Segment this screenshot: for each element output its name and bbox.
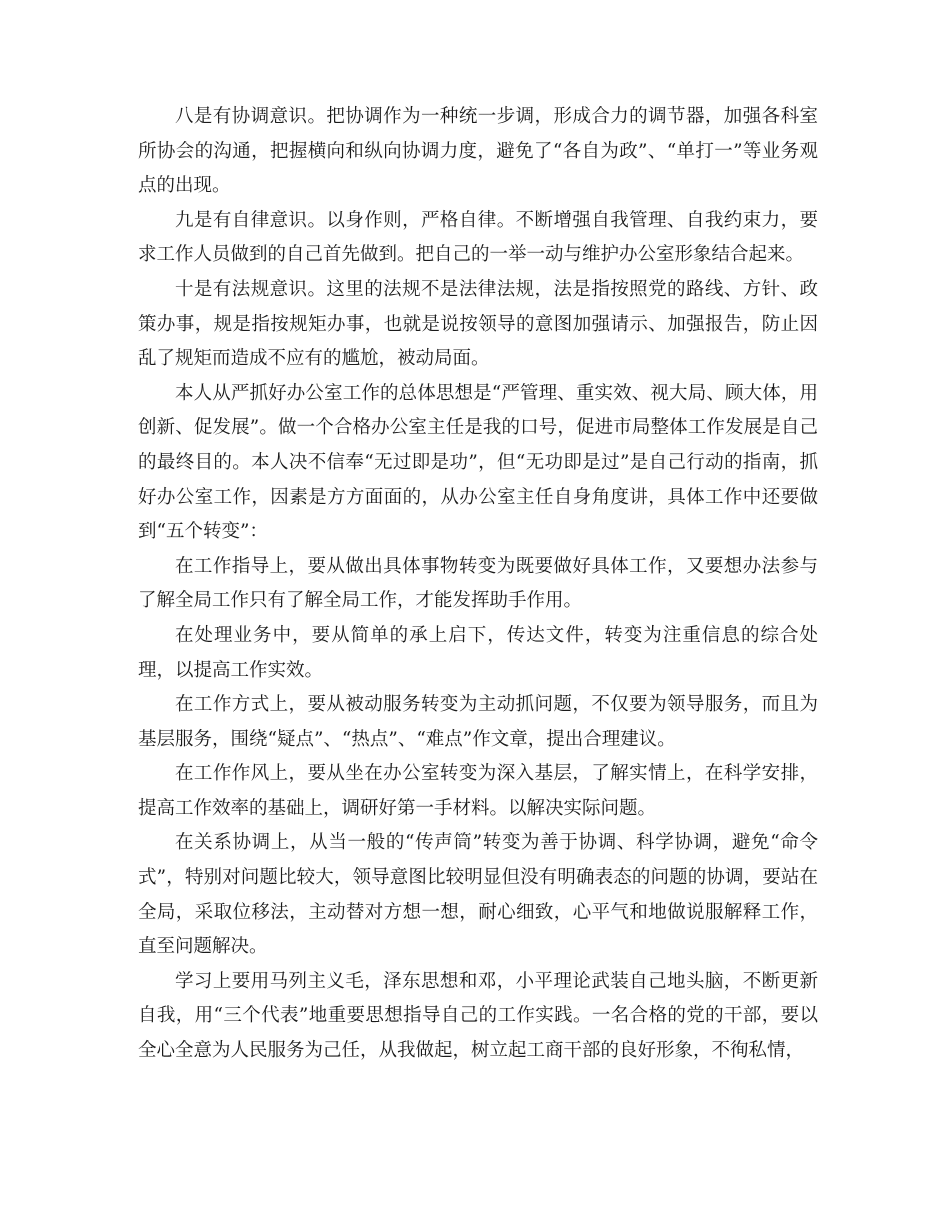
paragraph-business-handling: 在处理业务中，要从简单的承上启下，传达文件，转变为注重信息的综合处理，以提高工作实效。	[138, 624, 818, 681]
paragraph-self-discipline: 九是有自律意识。以身作则，严格自律。不断增强自我管理、自我约束力，要求工作人员做到的自己首先做到。把自己的一举一动与维护办公室形象结合起来。	[138, 209, 818, 266]
paragraph-work-method: 在工作方式上，要从被动服务转变为主动抓问题，不仅要为领导服务，而且为基层服务，围绕“疑点”、“热点”、“难点”作文章，提出合理建议。	[138, 694, 818, 750]
paragraph-overall-thinking: 本人从严抓好办公室工作的总体思想是“严管理、重实效、视大局、顾大体，用创新、促发展”。做一个合格办公室主任是我的口号，促进市局整体工作发展是自己的最终目的。本人决不信奉“无过即是功”，但“无功即是过”是自己行动的指南，抓好办公室工作，因素是方方面面的，从办公室主任自身角度讲，具体工作中还要做到“五个转变”：	[138, 382, 818, 543]
paragraph-study: 学习上要用马列主义毛，泽东思想和邓，小平理论武装自己地头脑，不断更新自我，用“三个代表”地重要思想指导自己的工作实践。一名合格的党的干部，要以全心全意为人民服务为己任，从我做起，树立起工商干部的良好形象，不徇私情，	[138, 970, 818, 1062]
document-body	[138, 100, 818, 1069]
paragraph-work-style: 在工作作风上，要从坐在办公室转变为深入基层，了解实情上，在科学安排，提高工作效率的基础上，调研好第一手材料。以解决实际问题。	[138, 763, 818, 819]
paragraph-work-guidance: 在工作指导上，要从做出具体事物转变为既要做好具体工作，又要想办法参与了解全局工作只有了解全局工作，才能发挥助手作用。	[138, 555, 818, 612]
paragraph-coordination: 八是有协调意识。把协调作为一种统一步调，形成合力的调节器，加强各科室所协会的沟通，把握横向和纵向协调力度，避免了“各自为政”、“单打一”等业务观点的出现。	[138, 106, 818, 197]
paragraph-regulations: 十是有法规意识。这里的法规不是法律法规，法是指按照党的路线、方针、政策办事，规是指按规矩办事，也就是说按领导的意图加强请示、加强报告，防止因乱了规矩而造成不应有的尴尬，被动局面。	[138, 278, 818, 370]
paragraph-relationship-coordination: 在关系协调上，从当一般的“传声筒”转变为善于协调、科学协调，避免“命令式”，特别对问题比较大，领导意图比较明显但没有明确表态的问题的协调，要站在全局，采取位移法，主动替对方想一想，耐心细致，心平气和地做说服解释工作，直至问题解决。	[138, 832, 818, 958]
